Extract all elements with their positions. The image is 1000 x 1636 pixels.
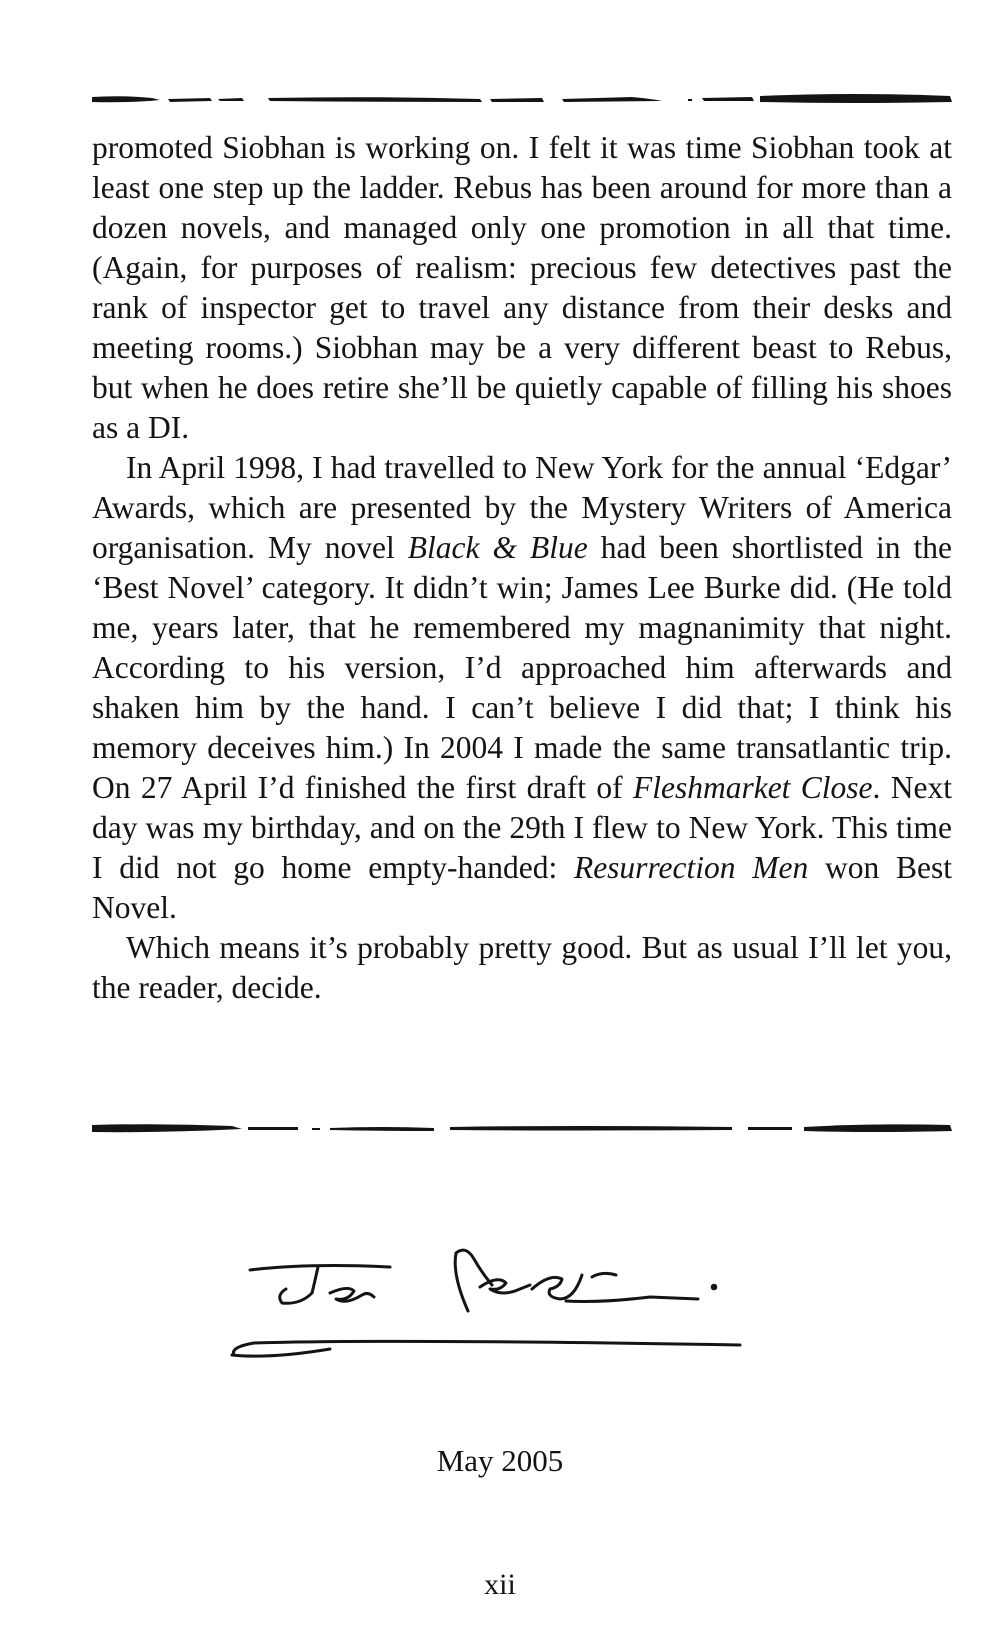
body-text <box>92 128 952 1008</box>
decorative-rule-top <box>92 88 952 112</box>
paragraph-text: won Best Novel. <box>92 850 952 925</box>
author-signature <box>230 1245 790 1385</box>
book-title-italic: Resurrection Men <box>573 850 809 885</box>
body-paragraph <box>92 928 952 1008</box>
paragraph-text: promoted Siobhan is working on. I felt it was time Siobhan took at least one step up the ladder. Rebus has been around for more than a dozen novels, and managed only one promotion in all that time. (Again, for purposes of realism: precious few detectives past the rank of inspector get to travel any distance from their desks and meeting rooms.) Siobhan may be a very different beast to Rebus, but when he does retire she’ll be quietly capable of filling his shoes as a DI. <box>92 130 952 445</box>
book-title-italic: Black & Blue <box>407 530 588 565</box>
signature-date: May 2005 <box>436 1443 564 1478</box>
paragraph-text: . Next day was my birthday, and on the 29th I flew to New York. This time I did not go home empty-handed: <box>92 770 952 885</box>
book-title-italic: Fleshmarket Close <box>632 770 873 805</box>
body-paragraph <box>92 448 952 928</box>
body-paragraph <box>92 128 952 448</box>
page-number: xii <box>484 1568 516 1601</box>
paragraph-text: In April 1998, I had travelled to New York for the annual ‘Edgar’ Awards, which are presented by the Mystery Writers of America organisation. My novel <box>92 450 952 565</box>
paragraph-text: Which means it’s probably pretty good. But as usual I’ll let you, the reader, decide. <box>92 930 952 1005</box>
paragraph-text: had been shortlisted in the ‘Best Novel’ category. It didn’t win; James Lee Burke did. (He told me, years later, that he remembered my magnanimity that night. According to his version, I’d approached him afterwards and shaken him by the hand. I can’t believe I did that; I think his memory deceives him.) In 2004 I made the same transatlantic trip. On 27 April I’d finished the first draft of <box>92 530 952 805</box>
decorative-rule-bottom <box>92 1117 952 1141</box>
